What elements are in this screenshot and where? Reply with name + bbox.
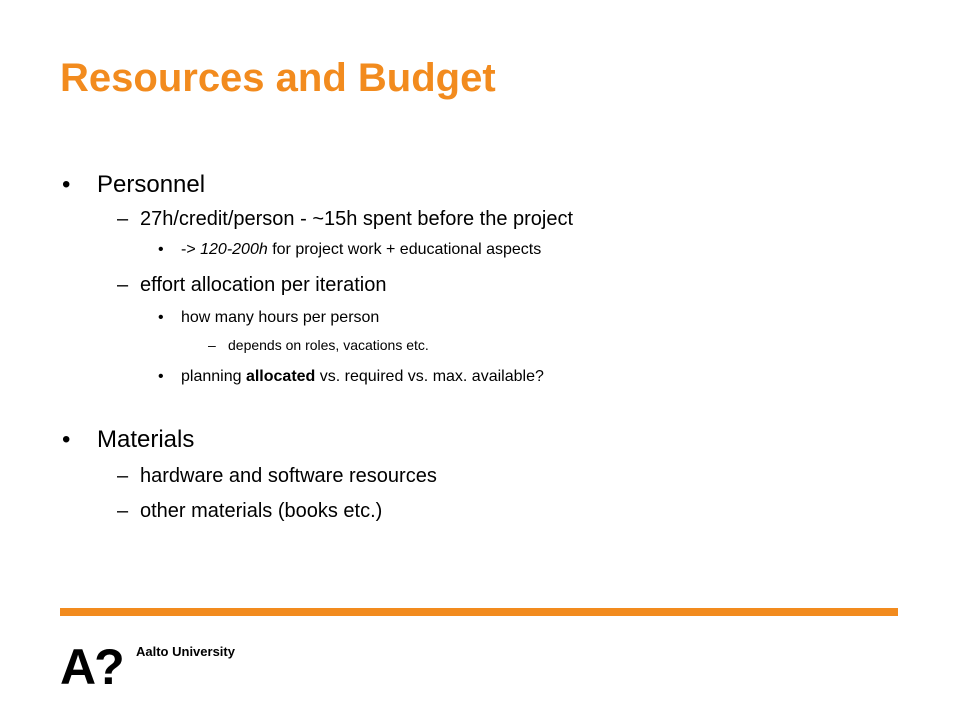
slide-title: Resources and Budget (60, 56, 496, 100)
bullet-personnel: Personnel (97, 171, 206, 198)
subbullet-hours-per-person: how many hours per person (181, 309, 380, 326)
planning-prefix: planning (181, 368, 246, 385)
bullet-marker: • (62, 426, 71, 453)
subbullet-credit: 27h/credit/person - ~15h spent before the project (140, 208, 574, 230)
bullet-marker: • (62, 171, 71, 198)
arrow-prefix: -> (181, 241, 201, 258)
dash-marker: – (208, 337, 216, 353)
hours-range: 120-200h (200, 241, 268, 258)
bullet-marker: • (158, 368, 164, 385)
planning-suffix: vs. required vs. max. available? (315, 368, 544, 385)
bullet-marker: • (158, 309, 164, 326)
subbullet-project-hours (181, 242, 541, 258)
dash-marker: – (117, 274, 129, 296)
subbullet-depends: depends on roles, vacations etc. (228, 337, 429, 353)
bullet-materials: Materials (97, 426, 195, 453)
subbullet-planning (181, 369, 544, 385)
bullet-marker: • (158, 241, 164, 258)
dash-marker: – (117, 500, 129, 522)
dash-marker: – (117, 465, 129, 487)
subbullet-allocation: effort allocation per iteration (140, 274, 387, 296)
subbullet-hardware: hardware and software resources (140, 465, 437, 487)
university-name: Aalto University (136, 644, 235, 659)
footer-divider (60, 608, 898, 616)
subbullet-other-materials: other materials (books etc.) (140, 500, 383, 522)
dash-marker: – (117, 208, 129, 230)
arrow-suffix: for project work + educational aspects (267, 241, 542, 258)
planning-emphasis: allocated (245, 368, 316, 385)
aalto-logo-mark: A? (60, 639, 123, 695)
